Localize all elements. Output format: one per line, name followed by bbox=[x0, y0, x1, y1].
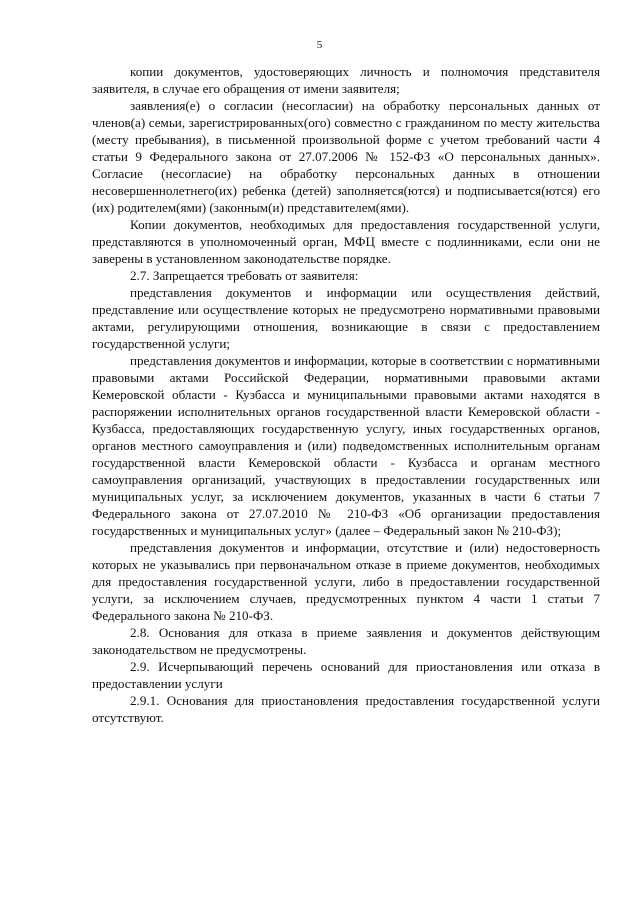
paragraph-section-2-8: 2.8. Основания для отказа в приеме заявления и документов действующим законодательством не предусмотрены. bbox=[92, 625, 600, 657]
paragraph-prohibited-actions: представления документов и информации или осуществления действий, представление или осуществление которых не предусмотрено нормативными правовыми актами, регулирующими отношения, возникающие в связи с предоставлением государственной услуги; bbox=[92, 285, 600, 351]
paragraph-document-copies: Копии документов, необходимых для предоставления государственной услуги, представляются в уполномоченный орган, МФЦ вместе с подлинниками, если они не заверены в установленном законодательстве порядке. bbox=[92, 217, 600, 266]
paragraph-prohibited-missing-info: представления документов и информации, отсутствие и (или) недостоверность которых не указывались при первоначальном отказе в приеме документов, необходимых для предоставления государственной услуги, либо в предоставлении государственной услуги, за исключением случаев, предусмотренных пунктом 4 части 1 статьи 7 Федерального закона № 210-ФЗ. bbox=[92, 540, 600, 623]
paragraph-section-2-9-1: 2.9.1. Основания для приостановления предоставления государственной услуги отсутствуют. bbox=[92, 693, 600, 725]
paragraph-section-2-9: 2.9. Исчерпывающий перечень оснований для приостановления или отказа в предоставлении услуги bbox=[92, 659, 600, 691]
paragraph-consent-statements: заявления(е) о согласии (несогласии) на обработку персональных данных от членов(а) семьи, зарегистрированных(ого) совместно с гражданином по месту жительства (месту пребывания), в письменной произвольной форме с учетом требований части 4 статьи 9 Федерального закона от 27.07.2006 № 152-ФЗ «О персональных данных». Согласие (несогласие) на обработку персональных данных в отношении несовершеннолетнего(их) ребенка (детей) заполняется(ются) и подписывается(ются) его (их) родителем(ями) (законным(и) представителем(ями). bbox=[92, 98, 600, 215]
page-number: 5 bbox=[316, 39, 323, 51]
paragraph-prohibited-documents: представления документов и информации, которые в соответствии с нормативными правовыми актами Российской Федерации, нормативными правовыми актами Кемеровской области - Кузбасса и муниципальными правовыми актами находятся в распоряжении исполнительных органов государственной власти Кемеровской области - Кузбасса, предоставляющих государственную услугу, иных государственных органов, органов местного самоуправления и (или) подведомственных исполнительным органам государственной власти Кемеровской области - Кузбасса и органам местного самоуправления организаций, участвующих в предоставлении государственных или муниципальных услуг, за исключением документов, указанных в части 6 статьи 7 Федерального закона от 27.07.2010 № 210-ФЗ «Об организации предоставления государственных и муниципальных услуг» (далее – Федеральный закон № 210-ФЗ); bbox=[92, 353, 600, 538]
paragraph-identity-documents: копии документов, удостоверяющих личность и полномочия представителя заявителя, в случае его обращения от имени заявителя; bbox=[92, 64, 600, 96]
paragraph-section-2-7-heading: 2.7. Запрещается требовать от заявителя: bbox=[130, 268, 359, 283]
document-body bbox=[92, 63, 600, 726]
